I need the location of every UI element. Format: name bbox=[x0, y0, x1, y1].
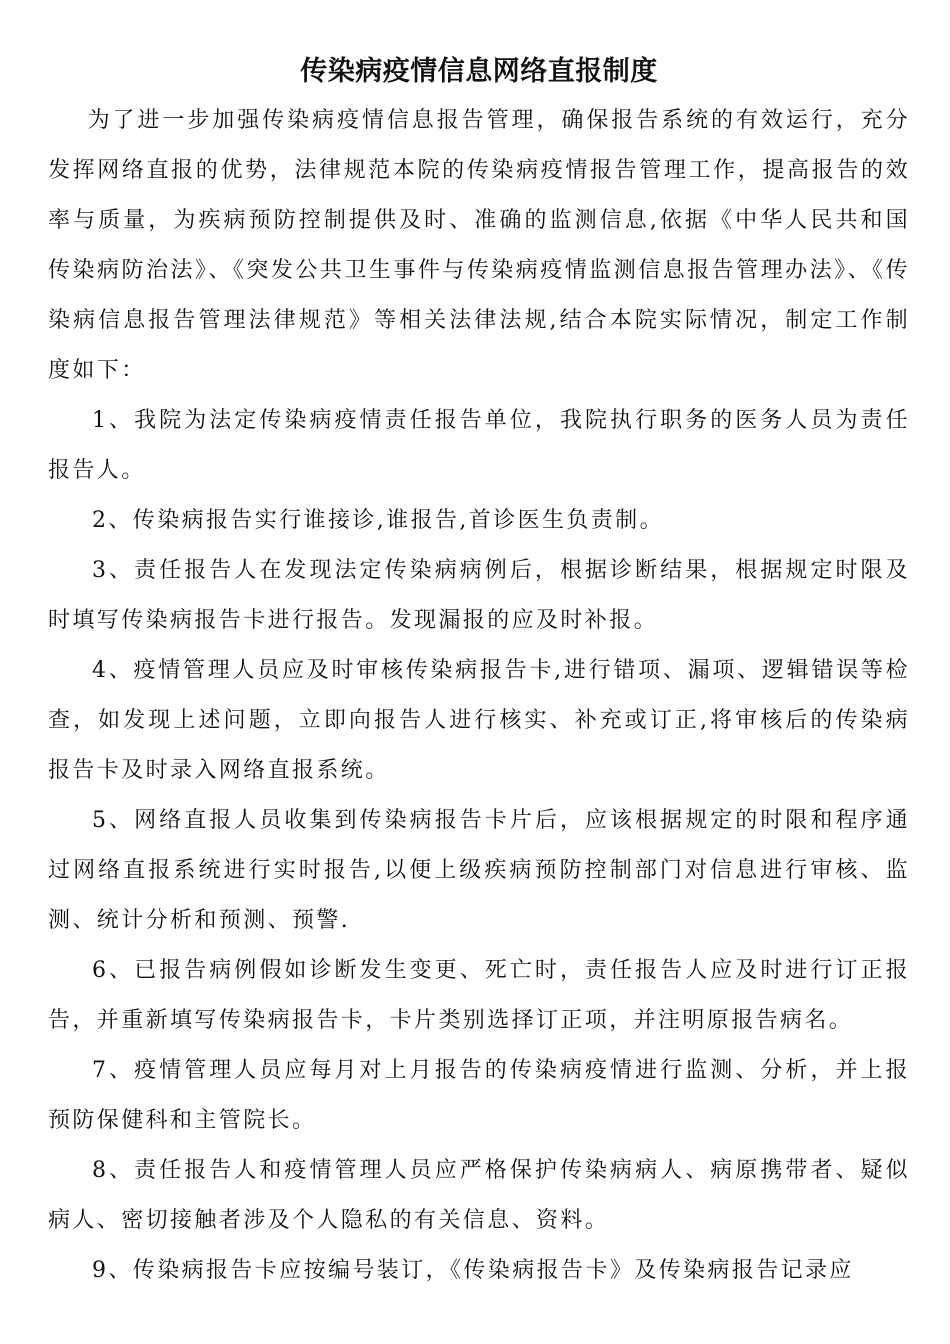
rule-item-5: 5、网络直报人员收集到传染病报告卡片后，应该根据规定的时限和程序通过网络直报系统进行实时报告,以便上级疾病预防控制部门对信息进行审核、监测、统计分析和预测、预警. bbox=[48, 808, 910, 933]
intro-paragraph: 为了进一步加强传染病疫情信息报告管理，确保报告系统的有效运行，充分发挥网络直报的优势，法律规范本院的传染病疫情报告管理工作，提高报告的效率与质量，为疾病预防控制提供及时、准确的监测信息,依据《中华人民共和国传染病防治法》、《突发公共卫生事件与传染病疫情监测信息报告管理办法》、《传染病信息报告管理法律规范》等相关法律法规,结合本院实际情况，制定工作制度如下： bbox=[48, 108, 910, 383]
rule-item-4: 4、疫情管理人员应及时审核传染病报告卡,进行错项、漏项、逻辑错误等检查，如发现上述问题，立即向报告人进行核实、补充或订正,将审核后的传染病报告卡及时录入网络直报系统。 bbox=[48, 658, 910, 783]
rule-item-2: 2、传染病报告实行谁接诊,谁报告,首诊医生负责制。 bbox=[92, 508, 664, 533]
rule-item-7: 7、疫情管理人员应每月对上月报告的传染病疫情进行监测、分析，并上报预防保健科和主管院长。 bbox=[48, 1058, 910, 1133]
rule-item-8: 8、责任报告人和疫情管理人员应严格保护传染病病人、病原携带者、疑似病人、密切接触者涉及个人隐私的有关信息、资料。 bbox=[48, 1158, 910, 1233]
document-title: 传染病疫情信息网络直报制度 bbox=[300, 56, 658, 87]
rule-item-9: 9、传染病报告卡应按编号装订，《传染病报告卡》及传染病报告记录应 bbox=[92, 1258, 854, 1283]
rule-item-1: 1、我院为法定传染病疫情责任报告单位，我院执行职务的医务人员为责任报告人。 bbox=[48, 408, 910, 483]
rule-item-3: 3、责任报告人在发现法定传染病病例后，根据诊断结果，根据规定时限及时填写传染病报告卡进行报告。发现漏报的应及时补报。 bbox=[48, 558, 910, 633]
rule-item-6: 6、已报告病例假如诊断发生变更、死亡时，责任报告人应及时进行订正报告，并重新填写传染病报告卡，卡片类别选择订正项，并注明原报告病名。 bbox=[48, 958, 910, 1033]
